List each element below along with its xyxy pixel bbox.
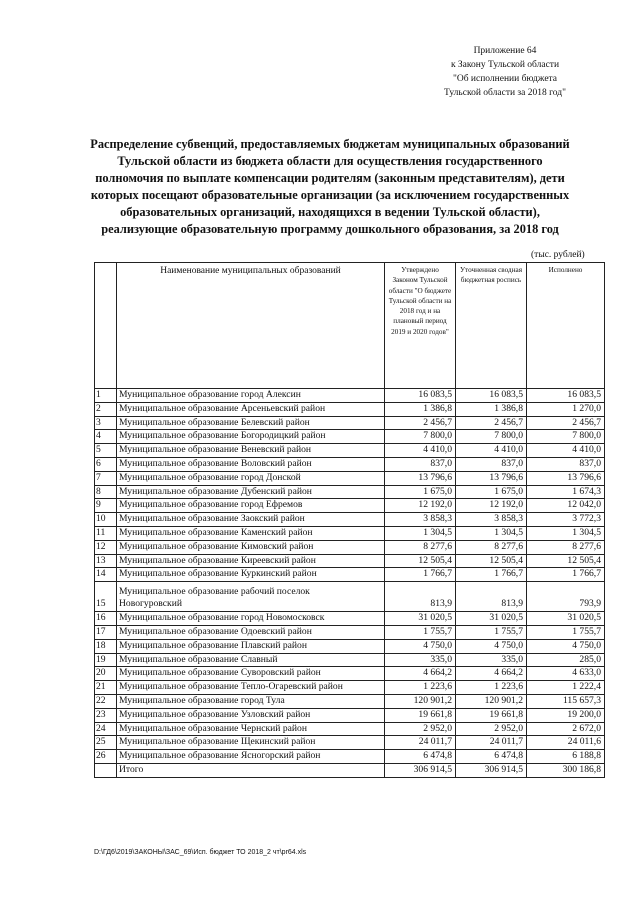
municipality-name: Муниципальное образование Суворовский район (117, 667, 385, 681)
row-number: 18 (95, 639, 117, 653)
total-num-empty (95, 763, 117, 777)
table-row (95, 499, 605, 513)
table-row (95, 471, 605, 485)
municipality-name: Муниципальное образование город Ефремов (117, 499, 385, 513)
value-executed: 2 672,0 (527, 722, 605, 736)
value-revised: 1 304,5 (456, 526, 527, 540)
table-row (95, 568, 605, 582)
value-executed: 31 020,5 (527, 612, 605, 626)
title-line: полномочия по выплате компенсации родителям (законным представителям), дети (95, 171, 565, 185)
value-approved: 24 011,7 (385, 736, 456, 750)
value-approved: 2 456,7 (385, 416, 456, 430)
table-row (95, 402, 605, 416)
table-row (95, 708, 605, 722)
value-approved: 19 661,8 (385, 708, 456, 722)
header-approved: Утверждено Законом Тульской области "О бюджете Тульской области на 2018 год и на плановый период 2019 и 2020 годов" (385, 263, 456, 389)
value-revised: 12 505,4 (456, 554, 527, 568)
municipality-name: Муниципальное образование город Новомосковск (117, 612, 385, 626)
table-row (95, 681, 605, 695)
row-number: 10 (95, 513, 117, 527)
row-number: 5 (95, 444, 117, 458)
title-line: образовательных организаций, находящихся в ведении Тульской области), (120, 205, 540, 219)
table-header-row (95, 263, 605, 389)
table-row (95, 389, 605, 403)
row-number: 14 (95, 568, 117, 582)
value-executed: 4 633,0 (527, 667, 605, 681)
value-executed: 1 766,7 (527, 568, 605, 582)
appendix-line: Приложение 64 (473, 46, 537, 56)
value-approved: 16 083,5 (385, 389, 456, 403)
municipality-name: Муниципальное образование Дубенский район (117, 485, 385, 499)
value-revised: 1 755,7 (456, 625, 527, 639)
municipality-name: Муниципальное образование Славный (117, 653, 385, 667)
title-line: Тульской области из бюджета области для осуществления государственного (117, 154, 543, 168)
header-num (95, 263, 117, 389)
value-approved: 13 796,6 (385, 471, 456, 485)
municipality-name: Муниципальное образование город Тула (117, 694, 385, 708)
value-approved: 837,0 (385, 457, 456, 471)
value-revised: 24 011,7 (456, 736, 527, 750)
table-row (95, 612, 605, 626)
table-row (95, 457, 605, 471)
row-number: 9 (95, 499, 117, 513)
row-number: 16 (95, 612, 117, 626)
municipality-name: Муниципальное образование Богородицкий район (117, 430, 385, 444)
document-title (78, 136, 582, 238)
value-executed: 285,0 (527, 653, 605, 667)
value-revised: 1 386,8 (456, 402, 527, 416)
value-revised: 16 083,5 (456, 389, 527, 403)
municipality-name: Муниципальное образование Воловский район (117, 457, 385, 471)
unit-label: (тыс. рублей) (531, 250, 585, 260)
municipality-name: Муниципальное образование Тепло-Огаревский район (117, 681, 385, 695)
value-approved: 1 223,6 (385, 681, 456, 695)
table-row (95, 667, 605, 681)
value-revised: 8 277,6 (456, 540, 527, 554)
municipality-name (117, 582, 385, 612)
value-executed: 115 657,3 (527, 694, 605, 708)
value-approved: 3 858,3 (385, 513, 456, 527)
row-number: 17 (95, 625, 117, 639)
municipality-name: Муниципальное образование Каменский район (117, 526, 385, 540)
value-executed: 793,9 (527, 582, 605, 612)
municipality-name: Муниципальное образование Одоевский район (117, 625, 385, 639)
municipality-name: Муниципальное образование Щекинский район (117, 736, 385, 750)
municipality-name: Муниципальное образование Кимовский район (117, 540, 385, 554)
table-row (95, 653, 605, 667)
value-executed: 1 755,7 (527, 625, 605, 639)
value-revised: 1 223,6 (456, 681, 527, 695)
municipality-name: Муниципальное образование Чернский район (117, 722, 385, 736)
table-row (95, 694, 605, 708)
value-revised: 7 800,0 (456, 430, 527, 444)
row-number: 2 (95, 402, 117, 416)
value-approved: 1 304,5 (385, 526, 456, 540)
value-approved: 4 750,0 (385, 639, 456, 653)
row-number: 12 (95, 540, 117, 554)
table-row (95, 540, 605, 554)
header-name: Наименование муниципальных образований (117, 263, 385, 389)
table-row (95, 736, 605, 750)
row-number: 15 (95, 582, 117, 612)
row-number: 26 (95, 750, 117, 764)
table-row (95, 416, 605, 430)
value-revised: 2 952,0 (456, 722, 527, 736)
value-revised: 3 858,3 (456, 513, 527, 527)
row-number: 1 (95, 389, 117, 403)
table-row (95, 722, 605, 736)
header-revised: Уточненная сводная бюджетная роспись (456, 263, 527, 389)
row-number: 22 (95, 694, 117, 708)
value-approved: 2 952,0 (385, 722, 456, 736)
row-number: 7 (95, 471, 117, 485)
value-revised: 813,9 (456, 582, 527, 612)
value-revised: 837,0 (456, 457, 527, 471)
value-executed: 1 222,4 (527, 681, 605, 695)
appendix-line: Тульской области за 2018 год" (444, 88, 566, 98)
total-approved: 306 914,5 (385, 763, 456, 777)
row-number: 11 (95, 526, 117, 540)
title-line: которых посещают образовательные организации (за исключением государственных (90, 188, 570, 202)
value-revised: 31 020,5 (456, 612, 527, 626)
municipality-name: Муниципальное образование Киреевский район (117, 554, 385, 568)
table-row (95, 639, 605, 653)
row-number: 21 (95, 681, 117, 695)
title-line: реализующие образовательную программу дошкольного образования, за 2018 год (101, 222, 559, 236)
total-revised: 306 914,5 (456, 763, 527, 777)
row-number: 23 (95, 708, 117, 722)
value-revised: 1 766,7 (456, 568, 527, 582)
value-approved: 120 901,2 (385, 694, 456, 708)
value-approved: 6 474,8 (385, 750, 456, 764)
table-body (95, 389, 605, 778)
value-approved: 12 505,4 (385, 554, 456, 568)
value-executed: 8 277,6 (527, 540, 605, 554)
municipality-name: Муниципальное образование Плавский район (117, 639, 385, 653)
row-number: 25 (95, 736, 117, 750)
row-number: 3 (95, 416, 117, 430)
value-approved: 31 020,5 (385, 612, 456, 626)
municipality-name-line: Муниципальное образование рабочий поселок (119, 585, 310, 597)
file-path-footer: D:\ГД6\2019\ЗАКОНЫ\ЗАС_69\Исп. бюджет ТО 2018_2 чт\рr64.xls (94, 849, 307, 856)
value-approved: 1 755,7 (385, 625, 456, 639)
table-row (95, 485, 605, 499)
row-number: 24 (95, 722, 117, 736)
value-executed: 1 304,5 (527, 526, 605, 540)
table-row (95, 625, 605, 639)
value-revised: 19 661,8 (456, 708, 527, 722)
appendix-line: "Об исполнении бюджета (452, 74, 558, 84)
value-revised: 13 796,6 (456, 471, 527, 485)
value-executed: 12 505,4 (527, 554, 605, 568)
title-line: Распределение субвенций, предоставляемых бюджетам муниципальных образований (90, 137, 570, 151)
total-row (95, 763, 605, 777)
value-approved: 1 386,8 (385, 402, 456, 416)
value-approved: 335,0 (385, 653, 456, 667)
value-approved: 4 410,0 (385, 444, 456, 458)
municipality-name: Муниципальное образование Узловский район (117, 708, 385, 722)
value-executed: 1 674,3 (527, 485, 605, 499)
municipality-name: Муниципальное образование город Алексин (117, 389, 385, 403)
value-revised: 12 192,0 (456, 499, 527, 513)
row-number: 4 (95, 430, 117, 444)
value-approved: 8 277,6 (385, 540, 456, 554)
value-executed: 7 800,0 (527, 430, 605, 444)
value-revised: 4 664,2 (456, 667, 527, 681)
value-approved: 12 192,0 (385, 499, 456, 513)
municipality-name: Муниципальное образование город Донской (117, 471, 385, 485)
municipality-name: Муниципальное образование Белевский район (117, 416, 385, 430)
value-executed: 1 270,0 (527, 402, 605, 416)
municipality-name: Муниципальное образование Ясногорский район (117, 750, 385, 764)
value-revised: 120 901,2 (456, 694, 527, 708)
subsidies-table (94, 262, 605, 778)
value-revised: 2 456,7 (456, 416, 527, 430)
value-executed: 12 042,0 (527, 499, 605, 513)
row-number: 13 (95, 554, 117, 568)
municipality-name: Муниципальное образование Заокский район (117, 513, 385, 527)
value-executed: 3 772,3 (527, 513, 605, 527)
value-approved: 1 675,0 (385, 485, 456, 499)
row-number: 20 (95, 667, 117, 681)
value-executed: 24 011,6 (527, 736, 605, 750)
table-row (95, 582, 605, 612)
municipality-name: Муниципальное образование Веневский район (117, 444, 385, 458)
municipality-name: Муниципальное образование Арсеньевский район (117, 402, 385, 416)
table-row (95, 526, 605, 540)
municipality-name-line: Новогуровский (119, 598, 182, 610)
total-executed: 300 186,8 (527, 763, 605, 777)
header-executed: Исполнено (527, 263, 605, 389)
value-executed: 13 796,6 (527, 471, 605, 485)
row-number: 19 (95, 653, 117, 667)
value-approved: 1 766,7 (385, 568, 456, 582)
value-approved: 7 800,0 (385, 430, 456, 444)
table-row (95, 554, 605, 568)
row-number: 6 (95, 457, 117, 471)
table-row (95, 513, 605, 527)
value-approved: 4 664,2 (385, 667, 456, 681)
value-executed: 837,0 (527, 457, 605, 471)
value-executed: 4 750,0 (527, 639, 605, 653)
appendix-header (400, 44, 610, 100)
appendix-line: к Закону Тульской области (450, 60, 560, 70)
value-revised: 335,0 (456, 653, 527, 667)
value-revised: 4 410,0 (456, 444, 527, 458)
municipality-name: Муниципальное образование Куркинский район (117, 568, 385, 582)
value-revised: 4 750,0 (456, 639, 527, 653)
total-label: Итого (117, 763, 385, 777)
table-row (95, 444, 605, 458)
value-executed: 6 188,8 (527, 750, 605, 764)
table-row (95, 430, 605, 444)
row-number: 8 (95, 485, 117, 499)
value-revised: 1 675,0 (456, 485, 527, 499)
value-executed: 16 083,5 (527, 389, 605, 403)
table-row (95, 750, 605, 764)
value-revised: 6 474,8 (456, 750, 527, 764)
value-executed: 2 456,7 (527, 416, 605, 430)
value-executed: 19 200,0 (527, 708, 605, 722)
value-executed: 4 410,0 (527, 444, 605, 458)
value-approved: 813,9 (385, 582, 456, 612)
